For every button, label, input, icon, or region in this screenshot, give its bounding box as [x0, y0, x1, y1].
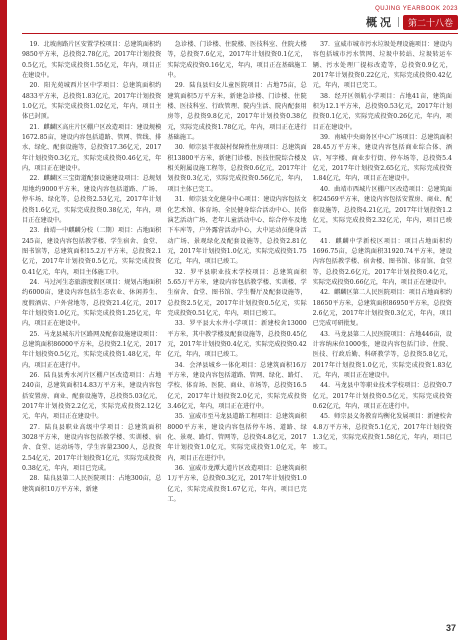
paragraph: 36．宣威市龙潭大道片区改造项目：总建筑面积1万平方米，总投资0.3亿元，2017年计划投资1.0亿元，实际完成投资1.67亿元，年内，项目已完工。 — [167, 465, 307, 504]
header-rule — [22, 33, 458, 34]
paragraph: 37．宣威市城市污水垃圾处理设施项目：建设内容包括城市污水管网、垃圾中转站、垃圾转运车辆、污水处理厂提标改造等，总投资0.9亿元，2017年计划投资0.22亿元，实际完成投资0.42亿元，年内，项目已完工。 — [312, 41, 452, 90]
paragraph: 26．陆良县秀水河片区棚户区改造项目：占地240亩，总建筑面积14.83万平方米，建设内容包括安置房、商业、配套设施等，总投资5.03亿元，2017年计划投资2.2亿元，实际完成投资2.12亿元，年内，项目正在建设中。 — [22, 372, 162, 421]
paragraph: 30．师宗县半夜鼓村保障性住房项目：总建筑面积13800平方米，新建门诊楼、医技住院综合楼及相关附属设施工程等，总投资0.6亿元，2017年计划投资0.3亿元，实际完成投资0.56亿元，年内，项目主体已完工。 — [167, 144, 307, 193]
paragraph: 33．罗平县大水井小学项目：新建校舍13000平方米，其中教学楼及配套设施等，总投资0.45亿元，2017年计划投资0.4亿元，实际完成投资0.42亿元，年内，项目已竣工。 — [167, 320, 307, 359]
paragraph: 38．经开区领航小学项目：占地41亩，建筑面积为12.1平方米，总投资0.53亿元，2017年计划投资0.1亿元，实际完成投资0.26亿元，年内，项目正在建设中。 — [312, 92, 452, 131]
paragraph: 24．马过河生态旅游度假区项目：规划占地面积约6000亩，建设内容包括生态农业、休闲养生、度假酒店、户外营地等，总投资21.4亿元，2017年计划投资1.0亿元，实际完成投资1.25亿元，年内，项目正在建设中。 — [22, 278, 162, 328]
paragraph: 34．会泽县城乡一体化项目：总建筑面积16万平方米，建设内容包括道路、管网、绿化、路灯、学校、体育场、医院、商业、市场等，总投资16.5亿元，2017年计划投资2.0亿元，实际完成投资3.46亿元，年内，项目正在进行中。 — [167, 361, 307, 411]
running-header — [366, 14, 458, 30]
paragraph: 23．曲靖一中麒麟分校（二期）项目：占地面积245亩，建设内容包括教学楼、学生宿舍、食堂、图书馆等，总建筑面积15.2万平方米，总投资2.1亿元，2017年计划投资0.5亿元，实际完成投资0.41亿元，年内，项目主体施工中。 — [22, 227, 162, 276]
paragraph: 41．麒麟中学新校区项目：项目占地面积约1696.75亩，总建筑面积31920.74平方米，建设内容包括教学楼、宿舍楼、图书馆、体育馆、食堂等，总投资2.6亿元，2017年计划投资0.4亿元，实际完成投资0.66亿元，年内，项目正在建设中。 — [312, 237, 452, 286]
paragraph: 29．陆良县妇女儿童医院项目：占地75亩，总建筑面积5万平方米，新建急诊楼、门诊楼、住院楼、医技科室、行政管理、院内生活、院内配套用房等，总投资9.8亿元，2017年计划投资0.38亿元，实际完成投资1.78亿元，年内，项目正在进行基础施工。 — [167, 82, 307, 142]
paragraph: 19．北坡南路片区安置学校项目：总建筑面积约9850平方米，总投资2.78亿元，2017年计划投资0.5亿元，实际完成投资1.55亿元，年内，项目正在建设中。 — [22, 41, 162, 80]
decorative-side-strip — [0, 0, 7, 640]
text-column-2 — [167, 40, 306, 625]
section-title: 概况 — [365, 16, 394, 29]
yearbook-english-title: QUJING YEARBOOK 2023 — [375, 6, 458, 12]
paragraph: 21．麒麟区高庄片区棚户区改造项目：建设规模1672.85亩，建设内容包括道路、管网、管线、排水、绿化、配套设施等，总投资17.36亿元，2017年计划投资0.3亿元，实际完成投资0.46亿元，年内，项目正在建设中。 — [22, 123, 162, 173]
volume-badge: 第二十八卷 — [403, 15, 458, 30]
text-column-3 — [313, 40, 452, 625]
paragraph: 32．罗平县职业技术学校项目：总建筑面积5.65万平方米，建设内容包括教学楼、实训楼、学生宿舍、食堂、图书馆、学生餐厅及配套设施等，总投资2.5亿元，2017年计划投资0.5亿元，实际完成投资0.51亿元，年内，项目已竣工。 — [167, 268, 307, 317]
text-body — [22, 40, 452, 625]
paragraph: 39．南城中央商务区中心广场项目：总建筑面积28.45万平方米，建设内容包括商业综合体、酒店、写字楼、商业步行街、停车场等，总投资5.4亿元，2017年计划投资2.65亿元，实际完成投资1.84亿元，年内，项目正在建设中。 — [312, 134, 452, 183]
text-column-1 — [22, 40, 161, 625]
paragraph: 27．陆良县职业高级中学项目：总建筑面积3028平方米，建设内容包括教学楼、实训楼、宿舍、食堂、运动场等，学生容量2300人，总投资2.54亿元，2017年计划投资1亿元，实际完成投资0.38亿元，年内，项目已完成。 — [22, 423, 162, 473]
paragraph: 44．马龙县中等职业技术学校项目：总投资0.7亿元，2017年计划投资0.5亿元，实际完成投资0.62亿元，年内，项目正在进行中。 — [312, 382, 452, 411]
page-number: 37 — [445, 623, 456, 633]
paragraph: 22．麒麟区三宝街道配套设施建设项目：总规划用地约9000平方米，建设内容包括道路、广场、停车场、绿化等，总投资2.53亿元，2017年计划投资1.6亿元，实际完成投资0.38亿元，年内，项目正在建设中。 — [22, 175, 162, 224]
paragraph: 40．曲靖市西城片区棚户区改造项目：总建筑面积24569平方米，建设内容包括安置房、商业、配套设施等，总投资4.21亿元，2017年计划投资1.2亿元，实际完成投资2.32亿元，年内，项目已竣工。 — [312, 185, 452, 235]
paragraph: 急诊楼、门诊楼、住院楼、医技科室、住院大楼等，总投资7.6亿元，2017年计划投资0.1亿元，实际完成投资0.16亿元，年内，项目正在基础施工中。 — [167, 41, 307, 80]
paragraph: 42．麒麟区第二人民医院项目：项目占地面积约18650平方米，总建筑面积86950平方米，总投资2.6亿元，2017年计划投资0.3亿元，年内，项目已完成可研批复。 — [312, 289, 452, 328]
header-divider — [398, 17, 399, 27]
paragraph: 35．宣威市至马龙县道路工程项目：总建筑面积8000平方米，建设内容包括停车场、道路、绿化、景观、路灯、管网等，总投资4.8亿元，2017年计划投资1.0亿元，实际完成投资1.0亿元，年内，项目正在进行中。 — [167, 413, 307, 462]
paragraph: 45．师宗县义务教育均衡化发展项目：新建校舍4.8万平方米，总投资5.1亿元，2017年计划投资1.3亿元，实际完成投资1.58亿元，年内，项目已竣工。 — [312, 413, 452, 452]
paragraph: 31．师宗县文化健身中心项目：建设内容包括文化艺术馆、体育场、全民健身综合活动中心、民俗演艺活动广场、老年儿童活动中心、综合停车及地下车库等，户外露营活动中心，大中运动员健身活动广场、景观绿化及配套设施等，总投资2.81亿元，2017年计划投资1.0亿元，实际完成投资1.75亿元，年内，项目已竣工。 — [167, 196, 307, 266]
paragraph: 20．阳光苑城西片区中学项目：总建筑面积约4833平方米，总投资1.83亿元，2017年计划投资1.0亿元，实际完成投资1.02亿元，年内，项目主体已封顶。 — [22, 82, 162, 121]
paragraph: 43．马龙县第二人民医院项目：占地446亩，设计容纳床位1000张，建设内容包括门诊、住院、医技、行政后勤、科研教学等，总投资5.8亿元，2017年计划投资1.0亿元，实际完成投资1.83亿元，年内，项目正在建设中。 — [312, 330, 452, 379]
paragraph: 28．陆良县第二人民医院项目：占地300亩，总建筑面积10万平方米，新建 — [22, 475, 162, 493]
paragraph: 25．马龙县城东片区路网及配套设施建设项目：总建筑面积86000平方米，总投资2.1亿元，2017年计划投资0.5亿元，实际完成投资1.48亿元，年内，项目正在进行中。 — [22, 330, 162, 369]
